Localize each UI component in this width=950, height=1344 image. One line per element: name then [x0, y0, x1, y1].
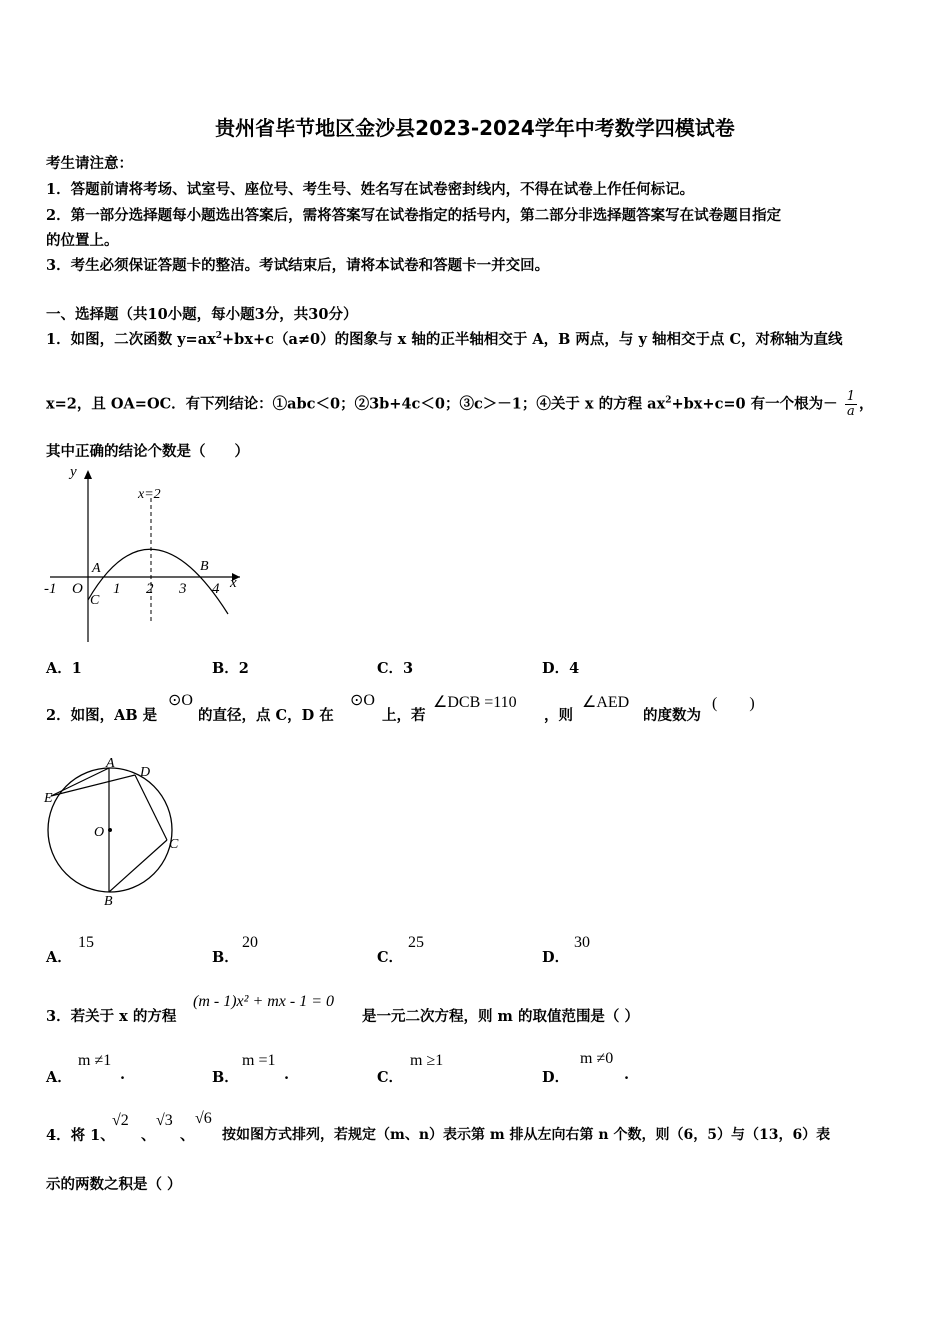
q3-option-b-value: m =1 — [242, 1052, 276, 1069]
q3-option-a-end: . — [120, 1066, 126, 1083]
y-axis-label: y — [70, 464, 77, 480]
section-heading: 一、选择题（共10小题，每小题3分，共30分） — [46, 306, 358, 323]
tick-label: 4 — [212, 581, 220, 597]
tick-label: -1 — [44, 581, 57, 597]
angle-dcb: ∠DCB =110 — [433, 694, 517, 711]
q1-line2: x=2，且 OA=OC．有下列结论：①abc＜0；②3b+4c＜0；③c＞－1；④关于 x 的方程 $ax^2+bx+c=0$ 有一个根为－ $\frac{1}{a}$ ， — [46, 389, 874, 419]
tick-label: 2 — [146, 581, 154, 597]
q2-option-a-letter: A． — [46, 949, 72, 966]
q3-option-c-value: m ≥1 — [410, 1052, 444, 1069]
q1-option-a: A．1 — [46, 660, 82, 677]
circle-figure — [40, 752, 200, 912]
q4-sep: 、 — [180, 1127, 195, 1144]
q3-option-b-end: . — [284, 1066, 290, 1083]
q2-option-c-value: 25 — [408, 934, 424, 951]
tick-label: 1 — [113, 581, 121, 597]
point-label-e: E — [44, 791, 53, 806]
notice-item: 2．第一部分选择题每小题选出答案后，需将答案写在试卷指定的括号内，第二部分非选择题答案写在试卷题目指定 — [46, 207, 782, 224]
q1-option-d: D．4 — [542, 660, 580, 677]
tick-label: 3 — [179, 581, 187, 597]
notice-heading: 考生请注意： — [46, 155, 133, 172]
q2-option-d-letter: D． — [542, 949, 570, 966]
q2-text-4: ，则 — [544, 707, 573, 724]
angle-aed: ∠AED — [582, 694, 630, 711]
q3-option-c-letter: C． — [377, 1069, 404, 1086]
point-label-a: A — [92, 561, 101, 576]
q3-option-d-end: . — [624, 1066, 630, 1083]
x-axis-label: x — [230, 575, 237, 591]
q1-line1: 1．如图，二次函数 $y=ax^2+bx+c(a\ne 0)$的图象与 x 轴的正半轴相交于 A，B 两点，与 y 轴相交于点 C，对称轴为直线 — [46, 331, 843, 348]
point-label-c: C — [90, 593, 100, 608]
q2-text-3: 上，若 — [382, 707, 426, 724]
notice-item: 1．答题前请将考场、试室号、座位号、考生号、姓名写在试卷密封线内，不得在试卷上作任何标记。 — [46, 181, 695, 198]
circle-o-symbol: ⊙O — [168, 692, 193, 709]
q2-option-d-value: 30 — [574, 934, 590, 951]
answer-parenthesis: ( ) — [712, 695, 755, 712]
q2-text-2: 的直径，点 C，D 在 — [198, 707, 334, 724]
q3-text-1: 3．若关于 x 的方程 — [46, 1008, 177, 1025]
notice-item: 的位置上。 — [46, 232, 119, 249]
q2-option-b-value: 20 — [242, 934, 258, 951]
parabola-graph — [40, 462, 250, 647]
point-label-b: B — [104, 894, 113, 909]
point-label-o: O — [94, 825, 105, 840]
q2-text-5: 的度数为 — [643, 707, 701, 724]
q4-text-1: 4．将 1、 — [46, 1127, 115, 1144]
point-label-b: B — [200, 559, 209, 574]
point-label-d: D — [140, 765, 151, 780]
page-title: 贵州省毕节地区金沙县2023-2024学年中考数学四模试卷 — [215, 116, 735, 140]
q4-sep: 、 — [141, 1127, 156, 1144]
sqrt-6: √6 — [195, 1110, 212, 1127]
q3-option-a-value: m ≠1 — [78, 1052, 112, 1069]
sqrt-3: √3 — [156, 1112, 173, 1129]
q2-option-a-value: 15 — [78, 934, 94, 951]
origin-label: O — [72, 581, 83, 597]
q2-option-b-letter: B． — [212, 949, 239, 966]
q3-equation: (m - 1)x² + mx - 1 = 0 — [193, 993, 335, 1010]
q4-text-2: 按如图方式排列，若规定（m、n）表示第 m 排从左向右第 n 个数，则（6，5）与（13，6）表 — [222, 1127, 831, 1143]
q2-option-c-letter: C． — [377, 949, 404, 966]
point-label-a: A — [106, 756, 115, 771]
q3-option-a-letter: A． — [46, 1069, 72, 1086]
fraction: $\frac{1}{a}$ — [846, 389, 856, 419]
q3-option-b-letter: B． — [212, 1069, 239, 1086]
q3-text-2: 是一元二次方程，则 m 的取值范围是（ ） — [362, 1008, 639, 1025]
q4-line2: 示的两数之积是（ ） — [46, 1176, 182, 1193]
q3-option-d-letter: D． — [542, 1069, 570, 1086]
notice-item: 3．考生必须保证答题卡的整洁。考试结束后，请将本试卷和答题卡一并交回。 — [46, 257, 550, 274]
circle-o-symbol: ⊙O — [350, 692, 375, 709]
q1-option-b: B．2 — [212, 660, 249, 677]
q3-option-d-value: m ≠0 — [580, 1050, 614, 1067]
q2-text-1: 2．如图，AB 是 — [46, 707, 158, 724]
axis-of-symmetry-label: x=2 — [138, 487, 161, 502]
point-label-c: C — [169, 837, 179, 852]
q1-option-c: C．3 — [377, 660, 414, 677]
sqrt-2: √2 — [112, 1112, 129, 1129]
q1-line3: 其中正确的结论个数是（ ） — [46, 443, 249, 460]
